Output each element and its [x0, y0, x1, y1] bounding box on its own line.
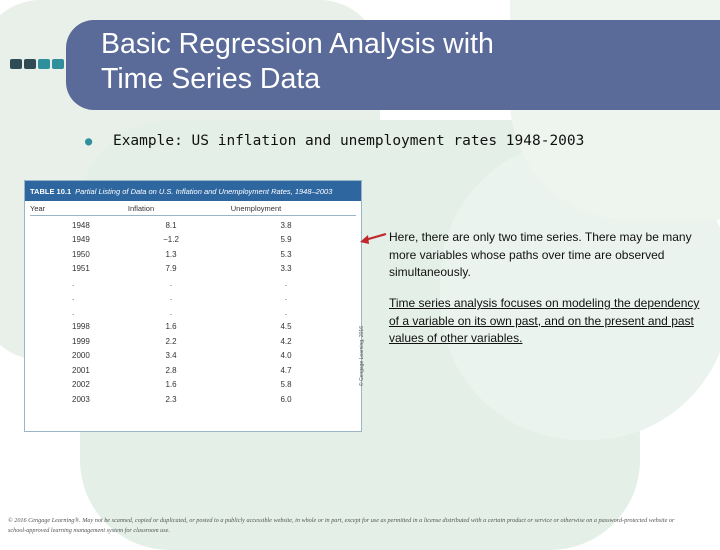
table-label: TABLE 10.1: [30, 186, 72, 196]
table-row: [30, 276, 356, 291]
table-cell-year: .: [72, 307, 75, 317]
table-cell-unemployment: 4.0: [280, 351, 292, 361]
table-cell-unemployment: 5.9: [280, 235, 292, 245]
table-cell-unemployment: 6.0: [280, 394, 292, 404]
arrow-left-icon: [358, 230, 388, 246]
table-cell-year: .: [72, 293, 75, 303]
slide-title: [101, 27, 661, 97]
bullet-text: Example: US inflation and unemployment rates 1948-2003: [112, 133, 585, 149]
table-row: [30, 262, 356, 277]
table-cell-inflation: 8.1: [165, 220, 177, 230]
table-cell-unemployment: .: [284, 278, 288, 288]
table-cell-inflation: 1.3: [165, 249, 177, 259]
table-body: [30, 218, 356, 407]
annotation-text-underlined: Time series analysis focuses on modeling the dependency of a variable on its own past, and on the present and past values of other variables.: [389, 296, 700, 345]
data-table-image: [24, 180, 365, 432]
table-cell-inflation: 1.6: [165, 380, 177, 390]
table-cell-inflation: 2.3: [165, 394, 177, 404]
table-copyright: © Cengage Learning, 2016: [359, 326, 365, 387]
table-cell-year: 1951: [72, 264, 90, 274]
table-row: [30, 305, 356, 320]
table-row: [30, 392, 356, 407]
table-header-unemployment: Unemployment: [230, 203, 282, 213]
table-cell-inflation: .: [169, 307, 173, 317]
table-header-inflation: Inflation: [127, 203, 155, 213]
table-cell-unemployment: 4.7: [280, 365, 292, 375]
table-cell-inflation: 3.4: [165, 351, 177, 361]
table-cell-year: 1949: [72, 235, 90, 245]
table-cell-year: 1950: [72, 249, 90, 259]
table-cell-unemployment: 4.2: [280, 336, 292, 346]
slide-title-line1: Basic Regression Analysis with: [101, 28, 494, 60]
table-cell-inflation: .: [169, 278, 173, 288]
table-cell-inflation: −1.2: [163, 235, 179, 245]
table-header-year: Year: [30, 203, 46, 213]
table-cell-inflation: .: [169, 293, 173, 303]
decorative-dash-mark: [10, 59, 74, 73]
table-cell-unemployment: 3.8: [280, 220, 292, 230]
table-cell-year: 2000: [72, 351, 90, 361]
table-header-row: [30, 201, 356, 216]
annotation-text: Here, there are only two time series. There may be many more variables whose paths over time are observed simultaneously.: [389, 230, 692, 279]
table-cell-year: 2003: [72, 394, 90, 404]
table-cell-year: .: [72, 278, 75, 288]
table-row: [30, 218, 356, 233]
table-cell-unemployment: 5.3: [280, 249, 292, 259]
table-cell-year: 1999: [72, 336, 90, 346]
copyright-footer: © 2016 Cengage Learning®. May not be scanned, copied or duplicated, or posted to a publicly accessible website, in whole or in part, except for use as permitted in a license distributed with a certain product or service or otherwise on a password-protected website or school-approved learning management system for classroom use.: [8, 517, 675, 534]
table-row: [30, 233, 356, 248]
slide-title-line2: Time Series Data: [101, 63, 321, 95]
table-cell-inflation: 1.6: [165, 322, 177, 332]
table-row: [30, 291, 356, 306]
table-caption: [25, 181, 361, 201]
bullet-item: [85, 133, 584, 149]
table-cell-year: 2002: [72, 380, 90, 390]
table-cell-inflation: 2.2: [165, 336, 177, 346]
table-cell-year: 2001: [72, 365, 90, 375]
table-cell-year: 1948: [72, 220, 90, 230]
table-cell-inflation: 2.8: [165, 365, 177, 375]
table-row: [30, 320, 356, 335]
table-cell-unemployment: 3.3: [280, 264, 292, 274]
bullet-dot-icon: ●: [85, 134, 93, 148]
table-row: [30, 349, 356, 364]
table-row: [30, 334, 356, 349]
table-row: [30, 378, 356, 393]
table-cell-inflation: 7.9: [165, 264, 177, 274]
table-cell-unemployment: .: [284, 293, 288, 303]
table-row: [30, 363, 356, 378]
table-row: [30, 247, 356, 262]
table-cell-unemployment: 4.5: [280, 322, 292, 332]
table-cell-year: 1998: [72, 322, 90, 332]
table-cell-unemployment: .: [284, 307, 288, 317]
table-cell-unemployment: 5.8: [280, 380, 292, 390]
table-title: Partial Listing of Data on U.S. Inflation and Unemployment Rates, 1948–2003: [75, 186, 333, 196]
